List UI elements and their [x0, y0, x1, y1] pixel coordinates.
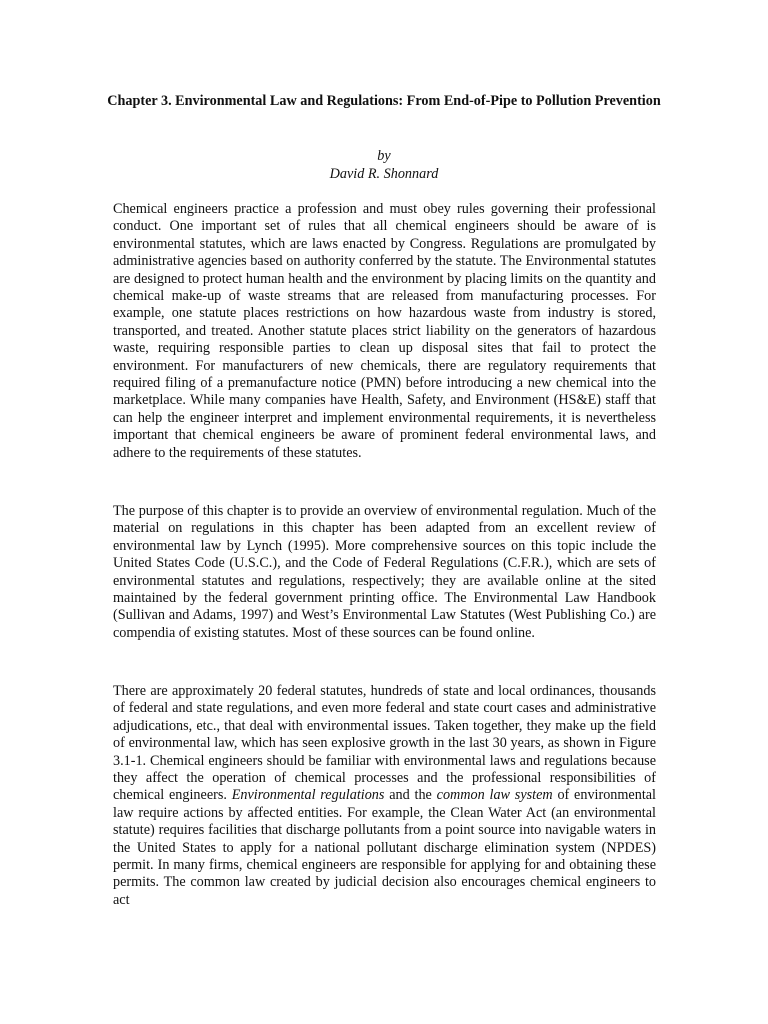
paragraph-3-text-2: and the: [384, 787, 437, 804]
author-name: David R. Shonnard: [329, 166, 439, 182]
body-paragraph-2: The purpose of this chapter is to provide an overview of environmental regulation. Much of the material on regulations in this chapter has been adapted from an excellent review of environmental law by Lynch (1995). More comprehensive sources on this topic include the United States Code (U.S.C.), and the Code of Federal Regulations (C.F.R.), which are sets of environmental statutes and regulations, respectively; they are available online at the sited maintained by the federal government printing office. The Environmental Law Handbook (Sullivan and Adams, 1997) and West’s Environmental Law Statutes (West Publishing Co.) are compendia of existing statutes. Most of these sources can be found online.: [113, 503, 656, 641]
byline: [100, 147, 668, 183]
paragraph-3-text-1: There are approximately 20 federal statutes, hundreds of state and local ordinances, thousands of federal and state regulations, and even more federal and state court cases and administrative adjudications, etc., that deal with environmental issues. Taken together, they make up the field of environmental law, which has seen explosive growth in the last 30 years, as shown in Figure 3.1-1. Chemical engineers should be familiar with environmental laws and regulations because they affect the operation of chemical processes and the professional responsibilities of chemical engineers.: [113, 683, 656, 804]
paragraph-3-text-3: of environmental law require actions by affected entities. For example, the Clean Water Act (an environmental statute) requires facilities that discharge pollutants from a point source into navigable waters in the United States to apply for a national pollutant discharge elimination system (NPDES) permit. In many firms, chemical engineers are responsible for applying for and obtaining these permits. The common law created by judicial decision also encourages chemical engineers to act: [113, 787, 657, 908]
chapter-title: Chapter 3. Environmental Law and Regulations: From End-of-Pipe to Pollution Prevention: [107, 93, 661, 109]
italic-term-common-law-system: common law system: [436, 787, 553, 804]
by-label: by: [377, 148, 391, 164]
italic-term-environmental-regulations: Environmental regulations: [231, 787, 385, 804]
body-paragraph-1: Chemical engineers practice a profession and must obey rules governing their professional conduct. One important set of rules that all chemical engineers should be aware of is environmental statutes, which are laws enacted by Congress. Regulations are promulgated by administrative agencies based on authority conferred by the statute. The Environmental statutes are designed to protect human health and the environment by placing limits on the quantity and chemical make-up of waste streams that are released from manufacturing processes. For example, one statute places restrictions on how hazardous waste from industry is stored, transported, and treated. Another statute places strict liability on the generators of hazardous waste, requiring responsible parties to clean up disposal sites that fail to protect the environment. For manufacturers of new chemicals, there are regulatory requirements that required filing of a premanufacture notice (PMN) before introducing a new chemical into the marketplace. While many companies have Health, Safety, and Environment (HS&E) staff that can help the engineer interpret and implement environmental requirements, it is nevertheless important that chemical engineers be aware of prominent federal environmental laws, and adhere to the requirements of these statutes.: [113, 201, 656, 461]
body-paragraph-3: [113, 683, 656, 909]
